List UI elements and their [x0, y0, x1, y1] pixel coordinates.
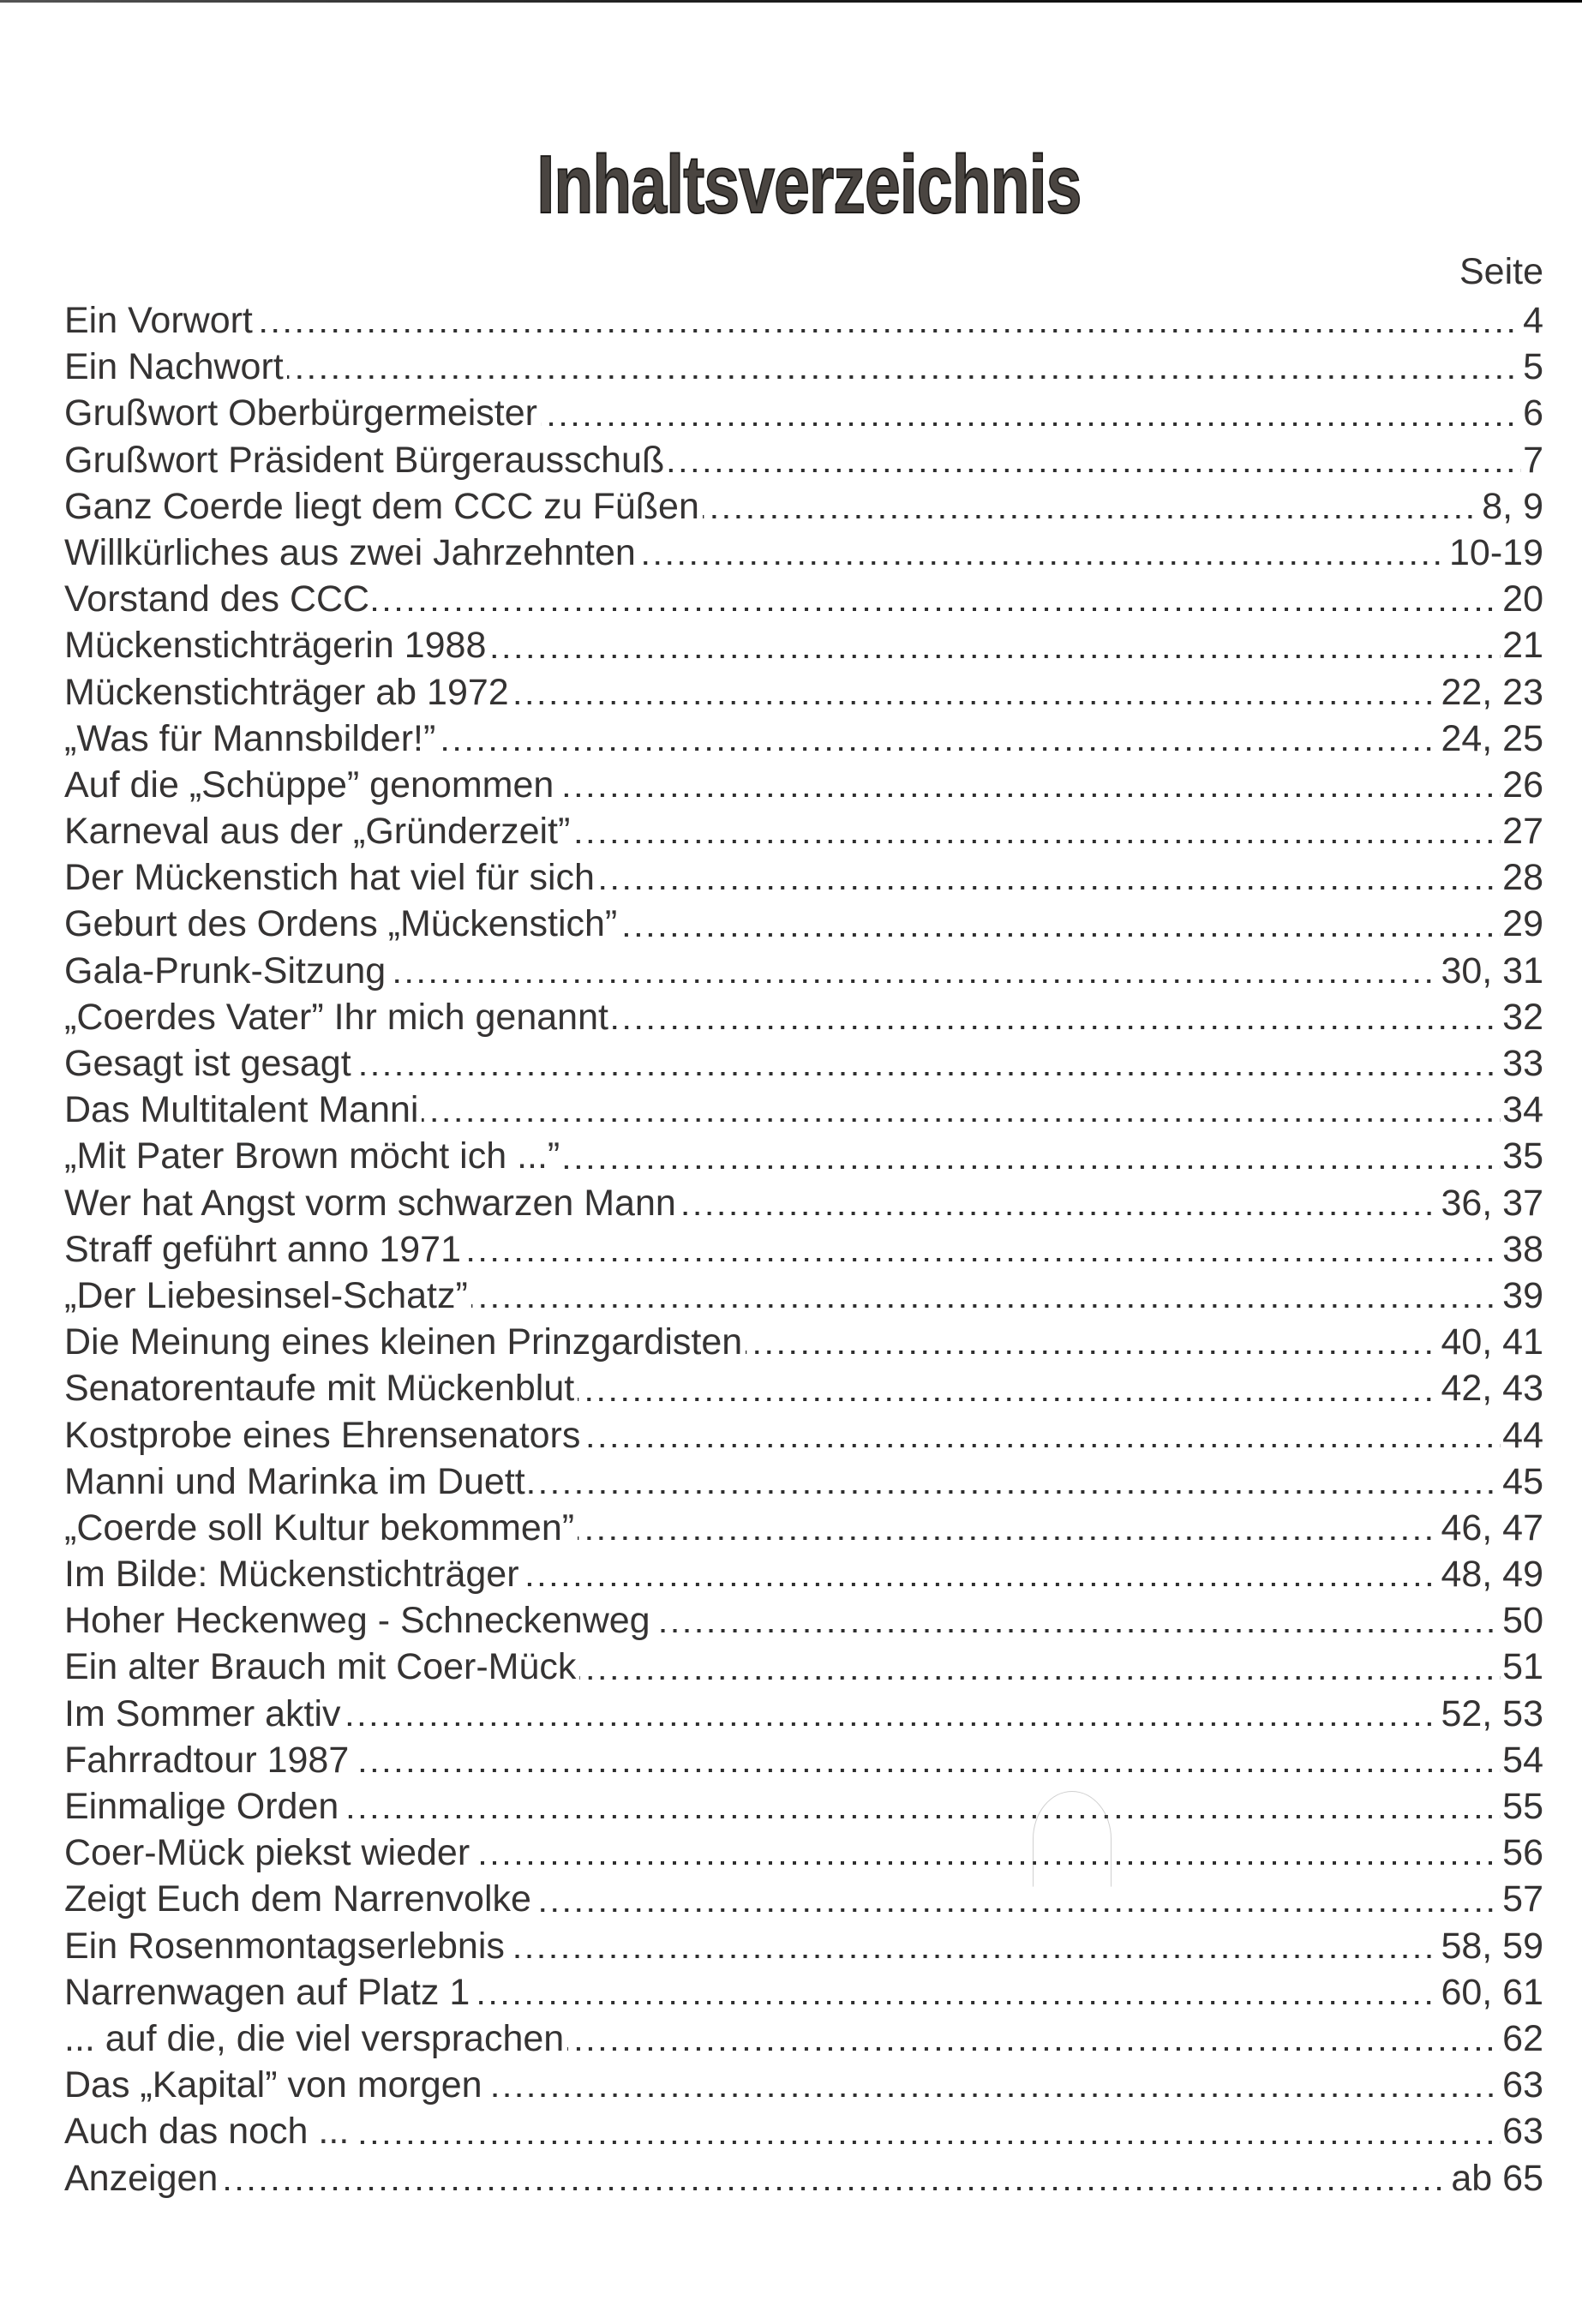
dot-leader — [342, 1783, 1501, 1830]
toc-entry-title: Gesagt ist gesagt — [64, 1043, 351, 1084]
toc-entry[interactable] — [64, 1458, 1543, 1505]
toc-entry-page-number: 27 — [1502, 811, 1543, 853]
toc-entry[interactable] — [64, 762, 1543, 808]
dot-leader — [439, 716, 1439, 762]
toc-entry[interactable] — [64, 1505, 1543, 1551]
toc-entry-title: Mückenstichträger ab 1972 — [64, 671, 509, 713]
toc-entry-page-number: 34 — [1502, 1089, 1543, 1131]
toc-entry-title: Geburt des Ordens „Mückenstich” — [64, 903, 618, 945]
toc-entry[interactable] — [64, 622, 1543, 668]
toc-entry[interactable] — [64, 1087, 1543, 1133]
toc-entry[interactable] — [64, 669, 1543, 716]
toc-entry-title: Fahrradtour 1987 — [64, 1739, 350, 1781]
dot-leader — [373, 576, 1501, 622]
toc-entry-page-number: 44 — [1502, 1414, 1543, 1456]
toc-entry[interactable] — [64, 1180, 1543, 1226]
toc-entry[interactable] — [64, 1412, 1543, 1458]
dot-leader — [486, 2062, 1501, 2108]
dot-leader — [578, 1505, 1439, 1551]
dot-leader — [578, 1365, 1439, 1411]
toc-entry-title: Manni und Marinka im Duett — [64, 1460, 525, 1502]
toc-entry-page-number: ab 65 — [1451, 2157, 1543, 2199]
toc-entry[interactable] — [64, 1737, 1543, 1783]
toc-entry-title: Senatorentaufe mit Mückenblut — [64, 1368, 575, 1410]
toc-entry[interactable] — [64, 576, 1543, 622]
toc-entry-title: Ein Rosenmontagserlebnis — [64, 1925, 505, 1967]
toc-entry-page-number: 63 — [1502, 2111, 1543, 2153]
dot-leader — [557, 762, 1501, 808]
toc-entry-page-number: 52, 53 — [1441, 1692, 1543, 1734]
dot-leader — [567, 2016, 1501, 2062]
toc-entry-page-number: 4 — [1523, 300, 1543, 341]
toc-entry-page-number: 45 — [1502, 1460, 1543, 1502]
toc-entry-title: Mückenstichträgerin 1988 — [64, 625, 487, 667]
toc-entry-title: Gala-Prunk-Sitzung — [64, 949, 387, 991]
toc-entry[interactable] — [64, 297, 1543, 344]
toc-entry[interactable] — [64, 994, 1543, 1040]
toc-entry[interactable] — [64, 390, 1543, 436]
toc-entry-title: Wer hat Angst vorm schwarzen Mann — [64, 1182, 676, 1224]
toc-entry[interactable] — [64, 483, 1543, 530]
toc-entry-title: Das Multitalent Manni — [64, 1089, 419, 1131]
toc-entry-page-number: 57 — [1502, 1878, 1543, 1920]
dot-leader — [345, 1691, 1440, 1737]
toc-entry-page-number: 48, 49 — [1441, 1554, 1543, 1596]
toc-entry-page-number: 33 — [1502, 1043, 1543, 1084]
toc-entry-title: Im Sommer aktiv — [64, 1692, 341, 1734]
toc-entry-page-number: 5 — [1523, 346, 1543, 388]
toc-entry-title: „Mit Pater Brown möcht ich ...” — [64, 1135, 560, 1177]
dot-leader — [508, 1923, 1440, 1969]
toc-entry[interactable] — [64, 530, 1543, 576]
toc-entry-page-number: 22, 23 — [1441, 671, 1543, 713]
page-title: Inhaltsverzeichnis — [536, 139, 1082, 231]
toc-entry[interactable] — [64, 2108, 1543, 2154]
dot-leader — [287, 344, 1521, 390]
toc-entry-title: Zeigt Euch dem Narrenvolke — [64, 1878, 531, 1920]
toc-entry-page-number: 8, 9 — [1482, 485, 1543, 527]
toc-entry[interactable] — [64, 2155, 1543, 2201]
dot-leader — [668, 437, 1521, 483]
toc-entry-title: Auf die „Schüppe” genommen — [64, 764, 554, 806]
dot-leader — [573, 808, 1501, 854]
dot-leader — [352, 2108, 1501, 2154]
dot-leader — [529, 1458, 1501, 1505]
dot-leader — [620, 901, 1501, 947]
toc-entry-title: Kostprobe eines Ehrensenators — [64, 1414, 581, 1456]
page-column-header: Seite — [1459, 251, 1543, 292]
toc-entry-page-number: 7 — [1523, 439, 1543, 481]
toc-entry-page-number: 10-19 — [1449, 531, 1543, 573]
toc-entry[interactable] — [64, 1551, 1543, 1597]
toc-entry-page-number: 26 — [1502, 764, 1543, 806]
toc-entry[interactable] — [64, 808, 1543, 854]
dot-leader — [703, 483, 1480, 530]
toc-entry-title: Grußwort Präsident Bürgerausschuß — [64, 439, 665, 481]
toc-entry-title: Im Bilde: Mückenstichträger — [64, 1554, 519, 1596]
toc-entry[interactable] — [64, 1969, 1543, 2016]
dot-leader — [639, 530, 1447, 576]
toc-entry-page-number: 42, 43 — [1441, 1368, 1543, 1410]
toc-entry[interactable] — [64, 1876, 1543, 1922]
dot-leader — [389, 948, 1439, 994]
dot-leader — [612, 994, 1501, 1040]
toc-entry-page-number: 20 — [1502, 578, 1543, 620]
toc-entry[interactable] — [64, 854, 1543, 901]
toc-entry-page-number: 39 — [1502, 1274, 1543, 1316]
toc-entry[interactable] — [64, 2062, 1543, 2108]
toc-entry-page-number: 51 — [1502, 1646, 1543, 1688]
toc-entry-page-number: 50 — [1502, 1600, 1543, 1642]
toc-entry-title: Das „Kapital” von morgen — [64, 2064, 482, 2106]
toc-entry-title: ... auf die, die viel versprachen — [64, 2017, 565, 2059]
toc-entry-title: Die Meinung eines kleinen Prinzgardisten — [64, 1321, 743, 1363]
dot-leader — [471, 1273, 1501, 1319]
toc-entry-title: Karneval aus der „Gründerzeit” — [64, 811, 571, 853]
toc-entry[interactable] — [64, 1365, 1543, 1411]
dot-leader — [746, 1319, 1439, 1365]
dot-leader — [355, 1040, 1501, 1087]
dot-leader — [473, 1830, 1501, 1876]
toc-entry[interactable] — [64, 1319, 1543, 1365]
toc-entry[interactable] — [64, 1830, 1543, 1876]
toc-entry[interactable] — [64, 1040, 1543, 1087]
dot-leader — [352, 1737, 1501, 1783]
top-border-line — [0, 0, 1582, 3]
dot-leader — [541, 390, 1521, 436]
toc-entry-title: Vorstand des CCC — [64, 578, 370, 620]
toc-entry-page-number: 24, 25 — [1441, 717, 1543, 759]
scan-artifact — [1033, 1791, 1112, 1887]
toc-entry[interactable] — [64, 1923, 1543, 1969]
toc-entry-title: Anzeigen — [64, 2157, 219, 2199]
toc-entry[interactable] — [64, 437, 1543, 483]
toc-entry[interactable] — [64, 1133, 1543, 1179]
toc-entry[interactable] — [64, 2016, 1543, 2062]
toc-entry[interactable] — [64, 1226, 1543, 1273]
toc-entry-page-number: 56 — [1502, 1832, 1543, 1874]
toc-entry-page-number: 60, 61 — [1441, 1971, 1543, 2013]
toc-entry-page-number: 36, 37 — [1441, 1182, 1543, 1224]
dot-leader — [563, 1133, 1501, 1179]
toc-entry-title: Ganz Coerde liegt dem CCC zu Füßen — [64, 485, 699, 527]
toc-entry-title: „Der Liebesinsel-Schatz” — [64, 1274, 468, 1316]
toc-entry-page-number: 6 — [1523, 392, 1543, 434]
toc-entry-title: Willkürliches aus zwei Jahrzehnten — [64, 531, 636, 573]
toc-entry-title: Ein Nachwort — [64, 346, 284, 388]
dot-leader — [579, 1644, 1501, 1690]
toc-entry[interactable] — [64, 901, 1543, 947]
toc-entry-page-number: 46, 47 — [1441, 1506, 1543, 1548]
dot-leader — [221, 2155, 1449, 2201]
toc-entry-title: Narrenwagen auf Platz 1 — [64, 1971, 470, 2013]
toc-entry-title: „Was für Mannsbilder!” — [64, 717, 436, 759]
toc-entry-page-number: 30, 31 — [1441, 949, 1543, 991]
dot-leader — [584, 1412, 1501, 1458]
toc-entry-title: Coer-Mück piekst wieder — [64, 1832, 470, 1874]
toc-entry[interactable] — [64, 1644, 1543, 1690]
toc-entry-title: Straff geführt anno 1971 — [64, 1228, 462, 1270]
toc-entry[interactable] — [64, 948, 1543, 994]
dot-leader — [654, 1597, 1501, 1644]
toc-entry-page-number: 38 — [1502, 1228, 1543, 1270]
dot-leader — [512, 669, 1440, 716]
toc-entry-title: „Coerde soll Kultur bekommen” — [64, 1506, 575, 1548]
toc-entry-title: Ein alter Brauch mit Coer-Mück — [64, 1646, 577, 1688]
toc-entry-page-number: 21 — [1502, 625, 1543, 667]
toc-entry-page-number: 54 — [1502, 1739, 1543, 1781]
toc-entry[interactable] — [64, 1691, 1543, 1737]
toc-entry-page-number: 55 — [1502, 1786, 1543, 1827]
dot-leader — [680, 1180, 1440, 1226]
dot-leader — [473, 1969, 1439, 2016]
dot-leader — [535, 1876, 1501, 1922]
dot-leader — [464, 1226, 1501, 1273]
toc-entry-page-number: 35 — [1502, 1135, 1543, 1177]
dot-leader — [422, 1087, 1501, 1133]
toc-entry-page-number: 32 — [1502, 996, 1543, 1038]
toc-entry-page-number: 63 — [1502, 2064, 1543, 2106]
toc-entry-title: Ein Vorwort — [64, 300, 253, 341]
toc-entry[interactable] — [64, 344, 1543, 390]
dot-leader — [598, 854, 1501, 901]
toc-entry-page-number: 29 — [1502, 903, 1543, 945]
toc-entry-title: Grußwort Oberbürgermeister — [64, 392, 537, 434]
toc-entry-page-number: 62 — [1502, 2017, 1543, 2059]
toc-entry[interactable] — [64, 1273, 1543, 1319]
toc-entry[interactable] — [64, 1597, 1543, 1644]
toc-entry-title: „Coerdes Vater” Ihr mich genannt — [64, 996, 608, 1038]
toc-entry-title: Auch das noch ... — [64, 2111, 350, 2153]
toc-entry[interactable] — [64, 1783, 1543, 1830]
dot-leader — [489, 622, 1501, 668]
toc-entry[interactable] — [64, 716, 1543, 762]
toc-entry-page-number: 58, 59 — [1441, 1925, 1543, 1967]
toc-entry-title: Einmalige Orden — [64, 1786, 339, 1827]
toc-entry-page-number: 28 — [1502, 857, 1543, 899]
dot-leader — [523, 1551, 1440, 1597]
dot-leader — [256, 297, 1521, 344]
table-of-contents — [64, 297, 1543, 2201]
toc-entry-title: Hoher Heckenweg - Schneckenweg — [64, 1600, 650, 1642]
toc-entry-page-number: 40, 41 — [1441, 1321, 1543, 1363]
toc-entry-title: Der Mückenstich hat viel für sich — [64, 857, 595, 899]
